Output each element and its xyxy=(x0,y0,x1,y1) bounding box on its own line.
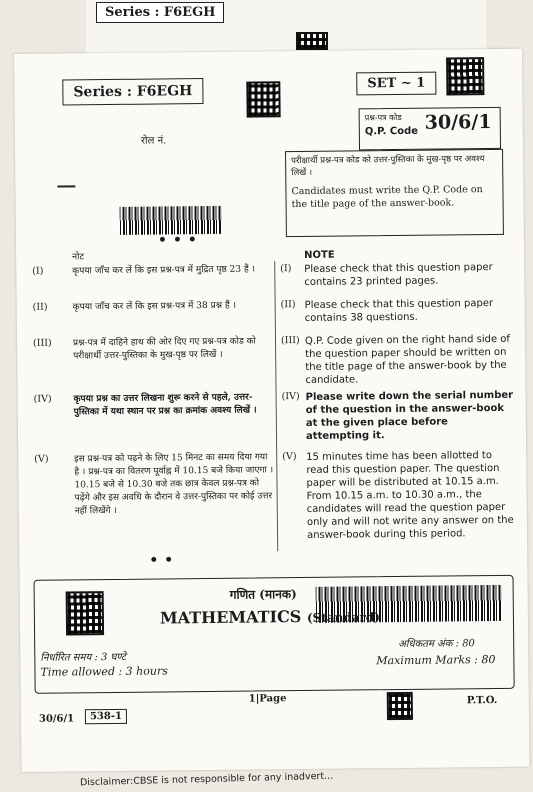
note-number: (V) xyxy=(34,453,49,465)
note-item-hi: प्रश्न-पत्र में दाहिने हाथ की ओर दिए गए प्रश्न-पत्र कोड को परीक्षार्थी उत्तर-पुस्तिका के मुख-पृष्ठ पर लिखें । xyxy=(72,336,256,362)
roll-number-label: रोल नं. xyxy=(140,135,167,147)
note-number: (I) xyxy=(32,265,44,277)
note-heading-hi: नोट xyxy=(72,252,85,263)
note-number: (IV) xyxy=(33,393,52,405)
footer-pto: P.T.O. xyxy=(466,694,498,707)
note-item-hi: कृपया प्रश्न का उत्तर लिखना शुरू करने से पहले, उत्तर-पुस्तिका में यथा स्थान पर प्रश्न का क्रमांक अवश्य लिखें । xyxy=(73,392,257,418)
note-number: (II) xyxy=(32,301,48,313)
time-allowed-en: Time allowed : 3 hours xyxy=(40,664,168,679)
candidate-instruction-hi: परीक्षार्थी प्रश्न-पत्र कोड को उत्तर-पुस्तिका के मुख-पृष्ठ पर अवश्य लिखें । xyxy=(291,154,485,179)
note-item-en: Q.P. Code given on the right hand side of the question paper should be written on the title page of the answer-book by the candidate. xyxy=(304,333,510,386)
note-number: (II) xyxy=(280,299,296,311)
footer-page-number: 1|Page xyxy=(248,693,287,705)
question-paper-cover xyxy=(14,49,529,772)
footer-code: 30/6/1 xyxy=(38,713,75,725)
series-label: Series : F6EGH xyxy=(62,78,203,105)
note-item-hi: इस प्रश्न-पत्र को पढ़ने के लिए 15 मिनट का समय दिया गया है । प्रश्न-पत्र का वितरण पूर्वाह्न में 10.15 बजे किया जाएगा । 10.15 बजे से 10.30 बजे तक छात्र केवल प्रश्न-पत्र को पढ़ेंगे और इस अवधि के दौरान वे उत्तर-पुस्तिका पर कोई उत्तर नहीं लिखेंगे । xyxy=(74,452,274,517)
note-item-en: Please check that this question paper contains 23 printed pages. xyxy=(304,261,493,288)
note-item-en: 15 minutes time has been allotted to read this question paper. The question paper will be distributed at 10.15 a.m. From 10.15 a.m. to 10.30 a.m., the candidates will read the question paper only and will not write any answer on the answer-book during this period. xyxy=(306,450,514,541)
qp-code-value: 30/6/1 xyxy=(424,111,492,134)
subject-title-en xyxy=(160,606,380,627)
note-heading-en: NOTE xyxy=(304,249,335,261)
note-item-hi: कृपया जाँच कर लें कि इस प्रश्न-पत्र में मुद्रित पृष्ठ 23 हैं । xyxy=(72,264,256,277)
note-item-en: Please write down the serial number of the question in the answer-book at the given place before attempting it. xyxy=(305,389,514,442)
footer-qr-icon xyxy=(387,692,413,720)
subject-title-suffix: (Standard) xyxy=(306,610,380,625)
barcode-icon xyxy=(120,206,222,235)
footer-box-label: 538-1 xyxy=(85,709,127,724)
max-marks-en: Maximum Marks : 80 xyxy=(376,652,496,668)
candidate-instruction-en: Candidates must write the Q.P. Code on the title page of the answer-book. xyxy=(291,184,483,211)
subject-title-main: MATHEMATICS xyxy=(159,607,302,628)
note-item-en: Please check that this question paper contains 38 questions. xyxy=(304,297,494,324)
qr-code-icon xyxy=(246,81,280,117)
qp-code-label-hi: प्रश्न-पत्र कोड xyxy=(364,112,402,123)
dot-marks: •• xyxy=(149,552,180,569)
note-number: (IV) xyxy=(281,391,300,403)
back-series-label: Series : F6EGH xyxy=(96,2,224,23)
subject-title-hi: गणित (मानक) xyxy=(229,587,297,602)
note-number: (III) xyxy=(280,335,300,347)
time-allowed-hi: निर्धारित समय : 3 घण्टे xyxy=(40,651,127,664)
disclaimer-text: Disclaimer:CBSE is not responsible for any inadvert... xyxy=(79,770,334,789)
note-number: (III) xyxy=(32,337,52,349)
set-label: SET ~ 1 xyxy=(356,72,436,96)
note-number: (I) xyxy=(280,263,292,275)
subject-qr-icon xyxy=(66,591,104,635)
back-qr-icon xyxy=(296,32,328,50)
max-marks-hi: अधिकतम अंक : 80 xyxy=(398,638,475,651)
note-item-hi: कृपया जाँच कर लें कि इस प्रश्न-पत्र में 38 प्रश्न हैं । xyxy=(72,300,237,313)
qr-code-icon-top-right xyxy=(446,57,484,95)
note-number: (V) xyxy=(282,451,297,463)
dot-marks: ••• xyxy=(157,232,203,249)
corner-mark xyxy=(57,185,75,187)
column-divider xyxy=(274,261,278,551)
qp-code-label-en: Q.P. Code xyxy=(364,125,419,138)
